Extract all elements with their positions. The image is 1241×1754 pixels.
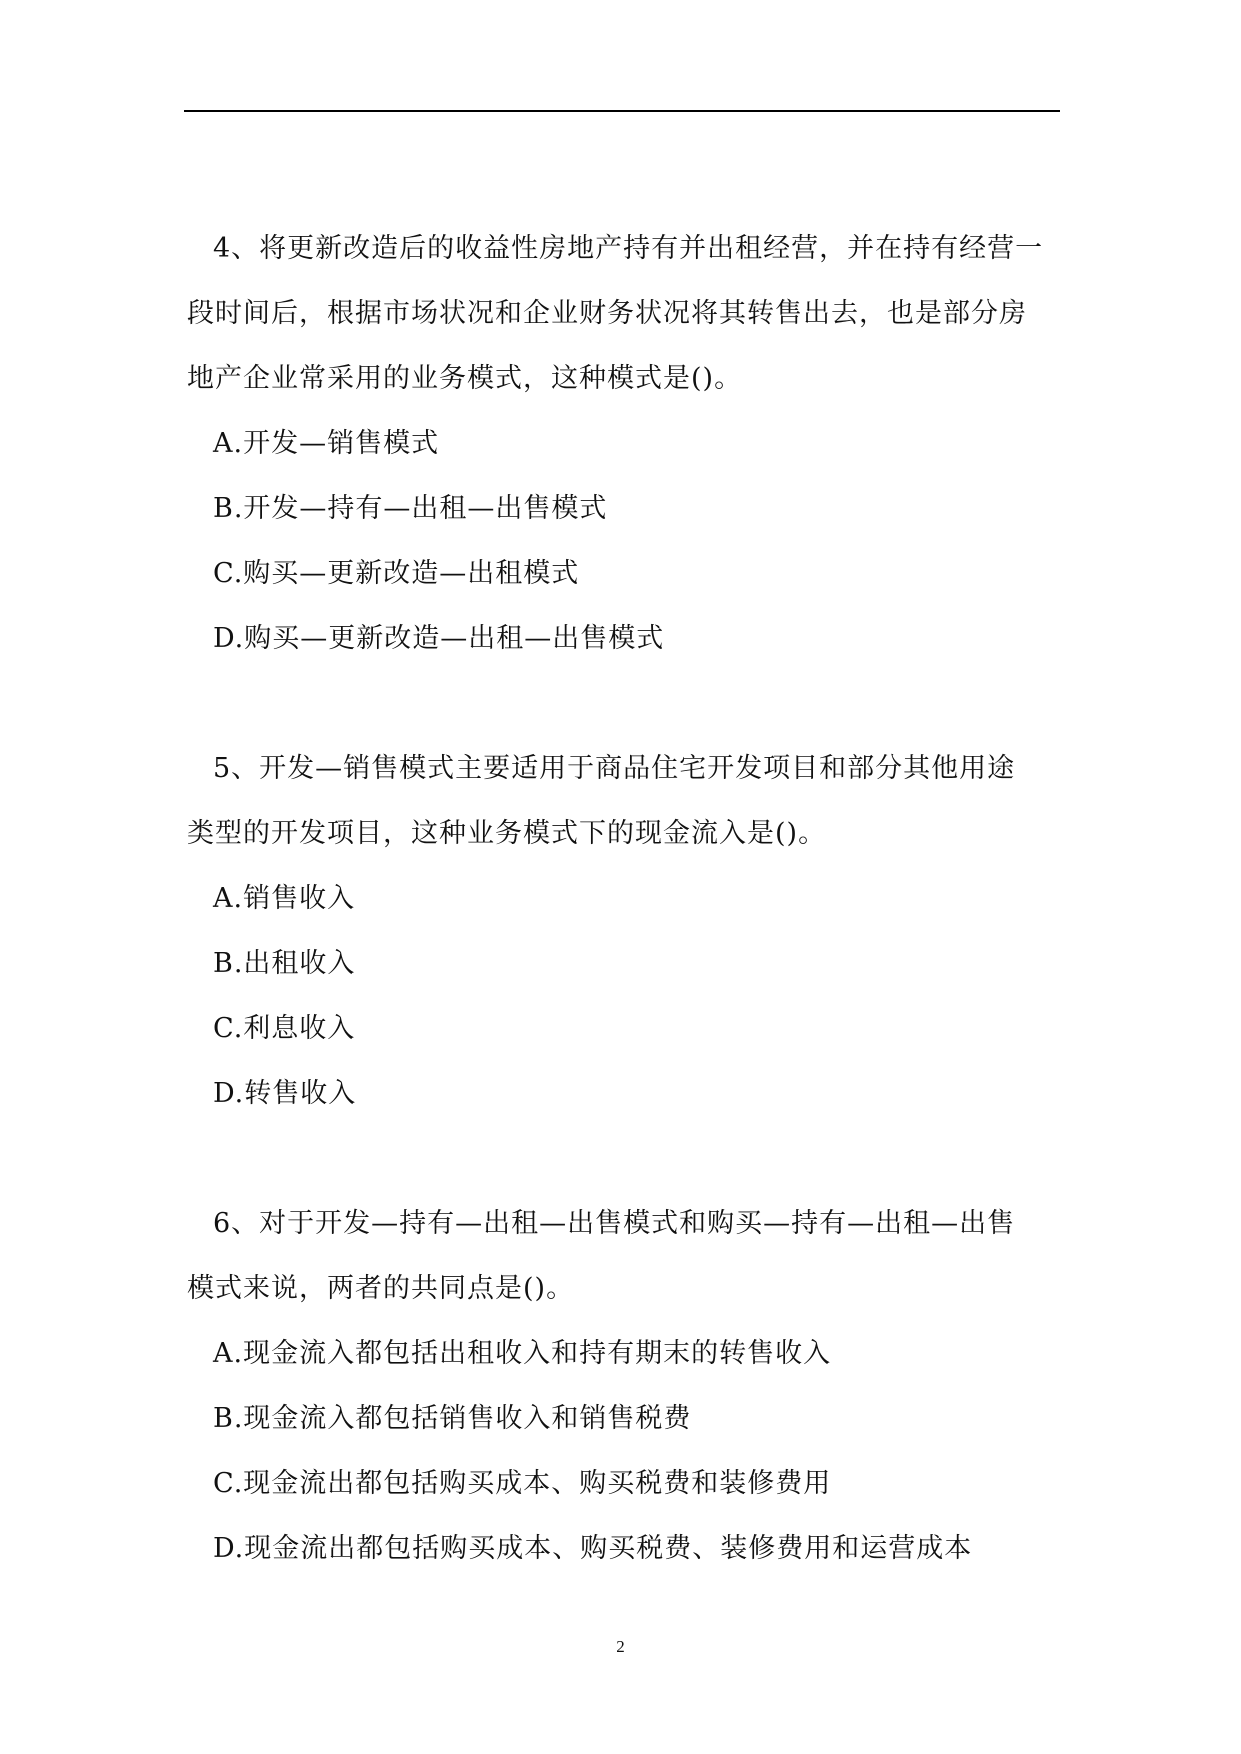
question-6-option-c: C.现金流出都包括购买成本、购买税费和装修费用	[213, 1468, 832, 1499]
question-4-option-b: B.开发—持有—出租—出售模式	[213, 493, 608, 524]
question-4-option-c: C.购买—更新改造—出租模式	[213, 558, 580, 589]
question-5-option-b: B.出租收入	[213, 948, 356, 979]
question-6-option-d: D.现金流出都包括购买成本、购买税费、装修费用和运营成本	[213, 1533, 973, 1564]
question-4-line-1: 4、将更新改造后的收益性房地产持有并出租经营，并在持有经营一	[213, 233, 1044, 264]
question-4-line-2: 段时间后，根据市场状况和企业财务状况将其转售出去，也是部分房	[187, 298, 1027, 329]
question-5-option-c: C.利息收入	[213, 1013, 356, 1044]
page-number: 2	[616, 1637, 625, 1656]
question-4-option-d: D.购买—更新改造—出租—出售模式	[213, 623, 665, 654]
question-6-option-b: B.现金流入都包括销售收入和销售税费	[213, 1403, 692, 1434]
question-5-option-a: A.销售收入	[213, 883, 356, 914]
question-4-line-3: 地产企业常采用的业务模式，这种模式是()。	[187, 363, 743, 394]
question-6-line-2: 模式来说，两者的共同点是()。	[187, 1273, 575, 1304]
question-6-line-1: 6、对于开发—持有—出租—出售模式和购买—持有—出租—出售	[213, 1208, 1016, 1239]
header-rule	[184, 110, 1060, 112]
question-5-line-1: 5、开发—销售模式主要适用于商品住宅开发项目和部分其他用途	[213, 753, 1016, 784]
question-5-option-d: D.转售收入	[213, 1078, 357, 1109]
question-5-line-2: 类型的开发项目，这种业务模式下的现金流入是()。	[187, 818, 827, 849]
question-4-option-a: A.开发—销售模式	[213, 428, 440, 459]
question-6-option-a: A.现金流入都包括出租收入和持有期末的转售收入	[213, 1338, 832, 1369]
